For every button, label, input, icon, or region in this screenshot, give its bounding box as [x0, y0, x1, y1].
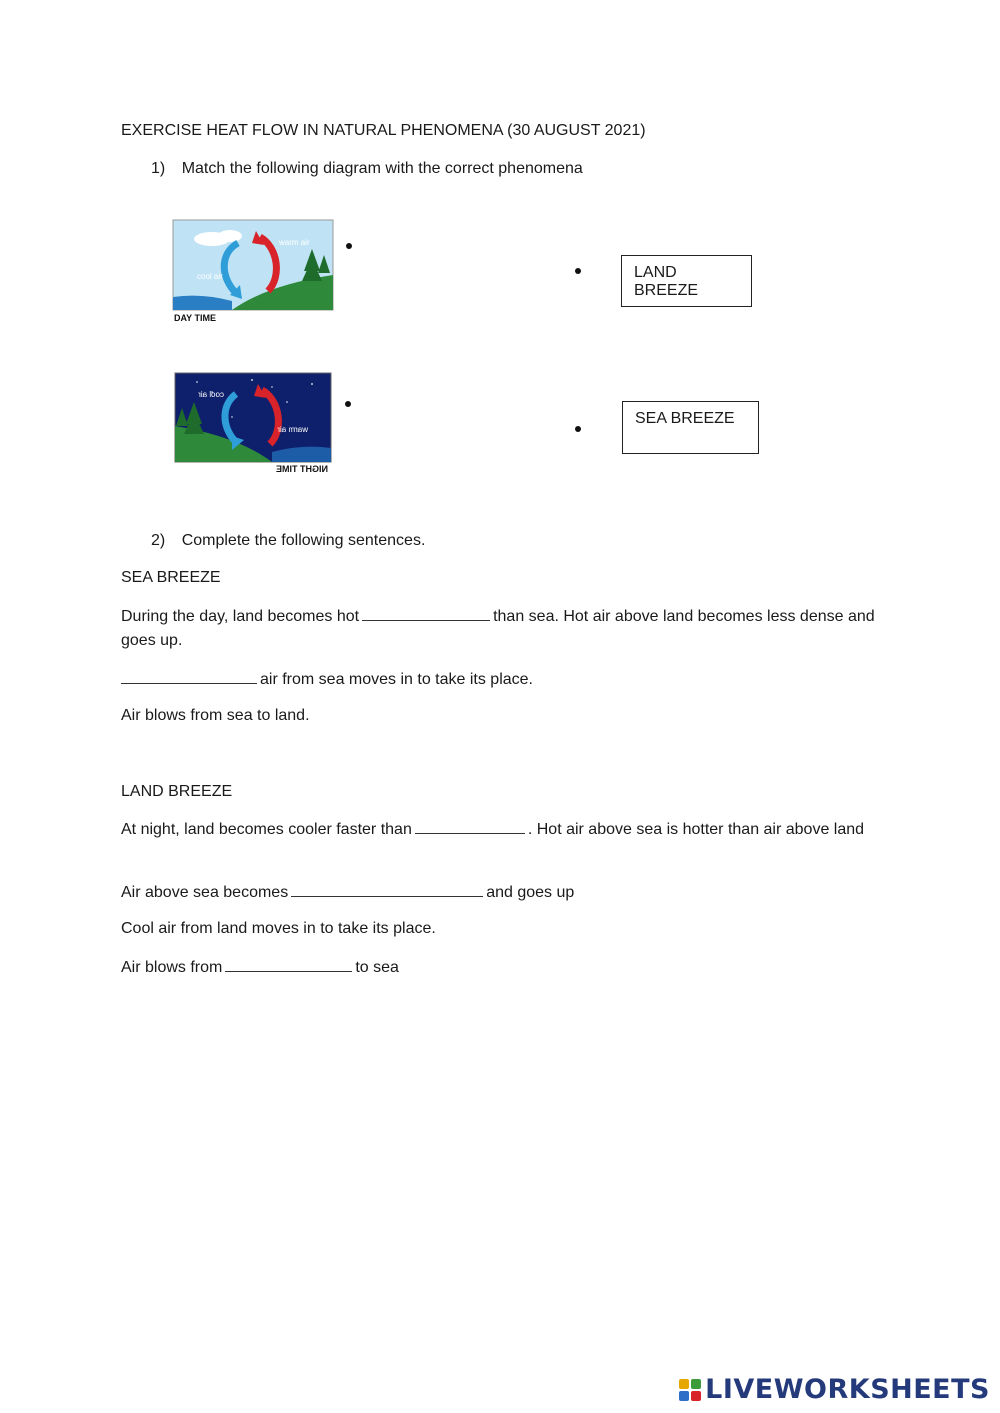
land-breeze-sentence-1-start: At night, land becomes cooler faster than: [121, 821, 412, 838]
sea-breeze-sentence-1: [121, 605, 891, 653]
sea-breeze-sentence-3: Air blows from sea to land.: [121, 707, 310, 724]
blank-sea-1[interactable]: [362, 619, 490, 621]
diagram-night-warm-label: warm air: [277, 425, 308, 434]
blank-land-3[interactable]: [225, 970, 352, 972]
match-dot-diagram-day[interactable]: [346, 243, 352, 249]
diagram-day-caption: DAY TIME: [174, 313, 217, 323]
sea-breeze-sentence-2-end: air from sea moves in to take its place.: [260, 671, 533, 688]
land-breeze-sentence-2-end: and goes up: [486, 884, 575, 901]
blank-sea-2[interactable]: [121, 682, 257, 684]
land-breeze-sentence-3: Cool air from land moves in to take its place.: [121, 920, 436, 937]
blank-land-1[interactable]: [415, 832, 525, 834]
option-land-breeze-label: LAND BREEZE: [634, 264, 699, 299]
question-1-text: Match the following diagram with the correct phenomena: [181, 160, 583, 177]
question-1-number: 1): [151, 160, 166, 177]
land-breeze-sentence-2: [121, 881, 891, 905]
sea-breeze-heading: SEA BREEZE: [121, 569, 221, 586]
option-land-breeze[interactable]: [621, 255, 752, 307]
diagram-day-time-image: [172, 219, 334, 327]
sea-breeze-sentence-1-start: During the day, land becomes hot: [121, 608, 360, 625]
diagram-day-cool-label: cool air: [197, 272, 223, 281]
land-breeze-sentence-1-end: . Hot air above sea is hotter than air above land: [527, 821, 865, 838]
page-title: EXERCISE HEAT FLOW IN NATURAL PHENOMENA (30 AUGUST 2021): [121, 122, 646, 139]
land-breeze-sentence-2-start: Air above sea becomes: [121, 884, 289, 901]
land-breeze-sentence-4-end: to sea: [355, 959, 399, 976]
land-breeze-sentence-4-start: Air blows from: [121, 959, 223, 976]
option-sea-breeze-label: SEA BREEZE: [635, 410, 735, 427]
liveworksheets-logo: [679, 1374, 990, 1405]
blank-land-2[interactable]: [291, 895, 483, 897]
match-dot-diagram-night[interactable]: [345, 401, 351, 407]
diagram-day-time: [172, 219, 334, 332]
question-2-text: Complete the following sentences.: [181, 532, 426, 549]
question-1: [151, 160, 583, 178]
diagram-night-time: [170, 372, 332, 481]
diagram-night-time-image: [170, 372, 332, 476]
match-dot-land-breeze[interactable]: [575, 268, 581, 274]
diagram-night-caption: NIGHT TIME: [276, 464, 328, 474]
land-breeze-sentence-1: [121, 818, 891, 842]
question-2-number: 2): [151, 532, 166, 549]
diagram-day-warm-label: warm air: [279, 238, 310, 247]
match-dot-sea-breeze[interactable]: [575, 426, 581, 432]
land-breeze-heading: LAND BREEZE: [121, 783, 233, 800]
sea-breeze-sentence-2: [121, 668, 891, 692]
option-sea-breeze[interactable]: [622, 401, 759, 454]
diagram-night-cool-label: cool air: [198, 390, 224, 399]
liveworksheets-logo-icon: [679, 1379, 701, 1401]
question-2: [151, 532, 425, 550]
liveworksheets-logo-text: LIVEWORKSHEETS: [705, 1374, 990, 1405]
sea-breeze-sentence-1-end: than sea. Hot air above land becomes less dense and goes up.: [121, 608, 875, 649]
land-breeze-sentence-4: [121, 956, 891, 980]
